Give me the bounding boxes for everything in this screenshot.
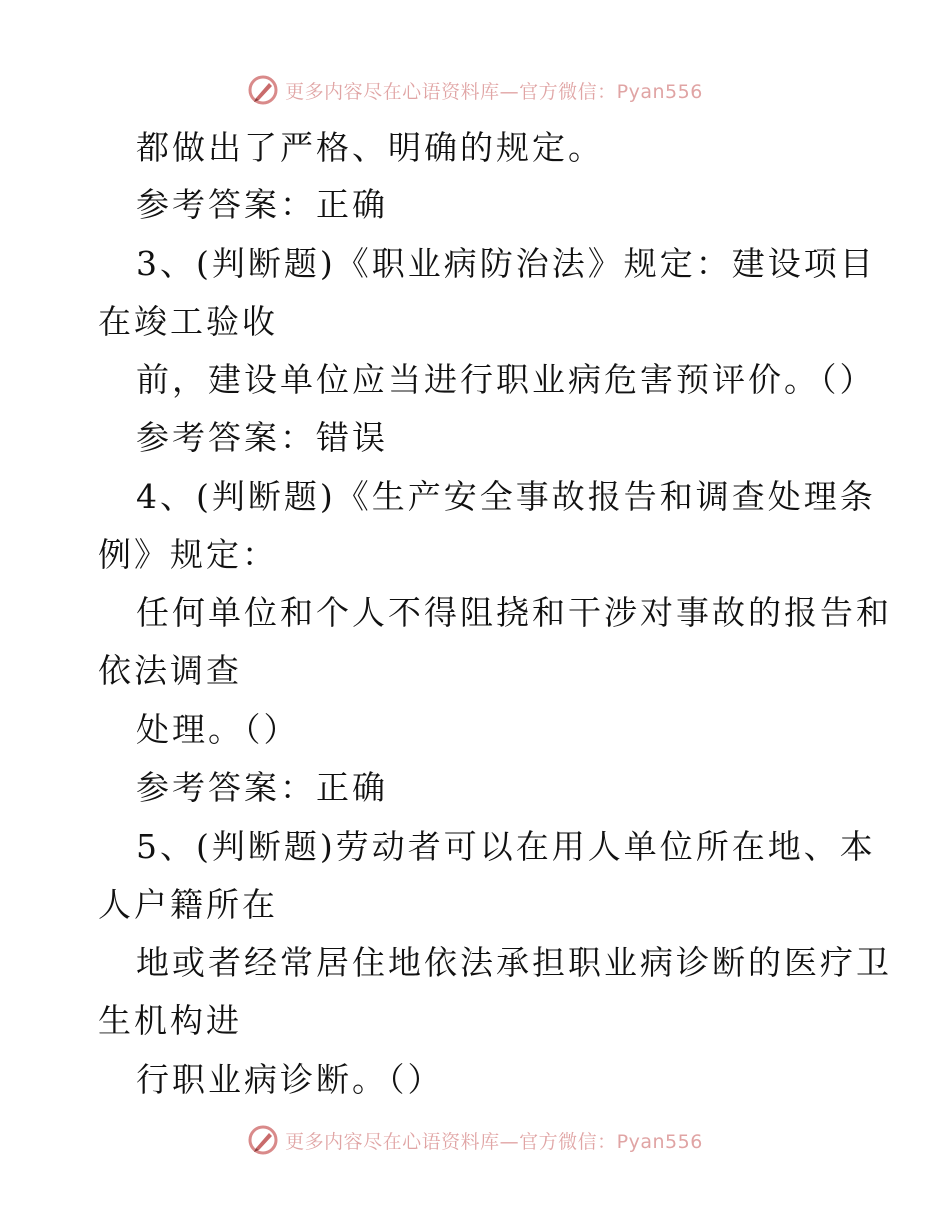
pen-logo-icon [247, 74, 279, 106]
footer-banner [0, 1120, 950, 1160]
text-line: 都做出了严格、明确的规定。 [136, 128, 604, 167]
text-line: 地或者经常居住地依法承担职业病诊断的医疗卫 [136, 943, 892, 982]
text-line: 任何单位和个人不得阻挠和干涉对事故的报告和 [136, 593, 892, 632]
text-line: 前，建设单位应当进行职业病危害预评价。（） [136, 360, 876, 399]
text-line: 人户籍所在 [98, 885, 278, 924]
answer-line: 参考答案：正确 [136, 185, 388, 224]
text-line: 例》规定： [98, 535, 278, 574]
header-banner-text: 更多内容尽在心语资料库—官方微信：Pyan556 [285, 80, 703, 103]
question-line: 3、(判断题)《职业病防治法》规定：建设项目 [136, 244, 876, 283]
text-line: 生机构进 [98, 1001, 242, 1040]
text-line: 行职业病诊断。（） [136, 1060, 444, 1099]
answer-line: 参考答案：正确 [136, 768, 388, 807]
header-banner [0, 70, 950, 110]
answer-line: 参考答案：错误 [136, 418, 388, 457]
pen-logo-icon [247, 1124, 279, 1156]
footer-banner-text: 更多内容尽在心语资料库—官方微信：Pyan556 [285, 1130, 703, 1153]
question-line: 5、(判断题)劳动者可以在用人单位所在地、本 [136, 827, 876, 866]
text-line: 处理。（） [136, 710, 300, 749]
question-line: 4、(判断题)《生产安全事故报告和调查处理条 [136, 477, 876, 516]
text-line: 在竣工验收 [98, 302, 278, 341]
text-line: 依法调查 [98, 651, 242, 690]
